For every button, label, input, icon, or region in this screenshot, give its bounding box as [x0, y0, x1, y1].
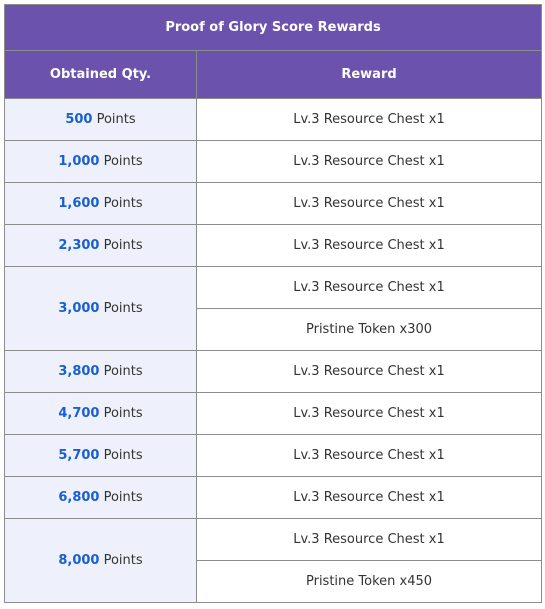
table-title: Proof of Glory Score Rewards	[5, 5, 542, 51]
points-unit: Points	[99, 448, 143, 463]
table-body	[5, 99, 542, 603]
points-unit: Points	[99, 364, 143, 379]
table-row	[5, 141, 542, 183]
points-cell	[5, 435, 197, 477]
points-unit: Points	[99, 238, 143, 253]
points-value: 2,300	[58, 238, 100, 253]
reward-cell: Lv.3 Resource Chest x1	[197, 141, 542, 183]
table-row	[5, 267, 542, 309]
points-unit: Points	[99, 553, 143, 568]
reward-cell: Lv.3 Resource Chest x1	[197, 435, 542, 477]
points-value: 3,000	[58, 301, 100, 316]
reward-cell: Lv.3 Resource Chest x1	[197, 351, 542, 393]
points-cell	[5, 519, 197, 603]
table-row	[5, 225, 542, 267]
reward-cell: Pristine Token x450	[197, 561, 542, 603]
points-cell	[5, 393, 197, 435]
points-cell	[5, 351, 197, 393]
points-value: 4,700	[58, 406, 100, 421]
points-unit: Points	[99, 154, 143, 169]
reward-cell: Lv.3 Resource Chest x1	[197, 225, 542, 267]
column-header-qty: Obtained Qty.	[5, 51, 197, 99]
points-value: 3,800	[58, 364, 100, 379]
table-row	[5, 435, 542, 477]
points-value: 8,000	[58, 553, 100, 568]
points-value: 5,700	[58, 448, 100, 463]
reward-cell: Lv.3 Resource Chest x1	[197, 393, 542, 435]
points-unit: Points	[99, 301, 143, 316]
points-cell	[5, 99, 197, 141]
points-value: 500	[65, 112, 93, 127]
reward-cell: Lv.3 Resource Chest x1	[197, 99, 542, 141]
points-value: 1,600	[58, 196, 100, 211]
points-cell	[5, 141, 197, 183]
table-row	[5, 393, 542, 435]
points-unit: Points	[99, 196, 143, 211]
table-row	[5, 477, 542, 519]
reward-cell: Lv.3 Resource Chest x1	[197, 183, 542, 225]
reward-cell: Pristine Token x300	[197, 309, 542, 351]
table-row	[5, 183, 542, 225]
table-row	[5, 99, 542, 141]
reward-cell: Lv.3 Resource Chest x1	[197, 519, 542, 561]
points-unit: Points	[99, 406, 143, 421]
table-row	[5, 351, 542, 393]
points-value: 1,000	[58, 154, 100, 169]
rewards-table	[4, 4, 542, 603]
points-cell	[5, 477, 197, 519]
points-cell	[5, 225, 197, 267]
points-value: 6,800	[58, 490, 100, 505]
points-unit: Points	[99, 490, 143, 505]
reward-cell: Lv.3 Resource Chest x1	[197, 267, 542, 309]
points-unit: Points	[92, 112, 136, 127]
table-row	[5, 519, 542, 561]
points-cell	[5, 267, 197, 351]
reward-cell: Lv.3 Resource Chest x1	[197, 477, 542, 519]
points-cell	[5, 183, 197, 225]
column-header-reward: Reward	[197, 51, 542, 99]
